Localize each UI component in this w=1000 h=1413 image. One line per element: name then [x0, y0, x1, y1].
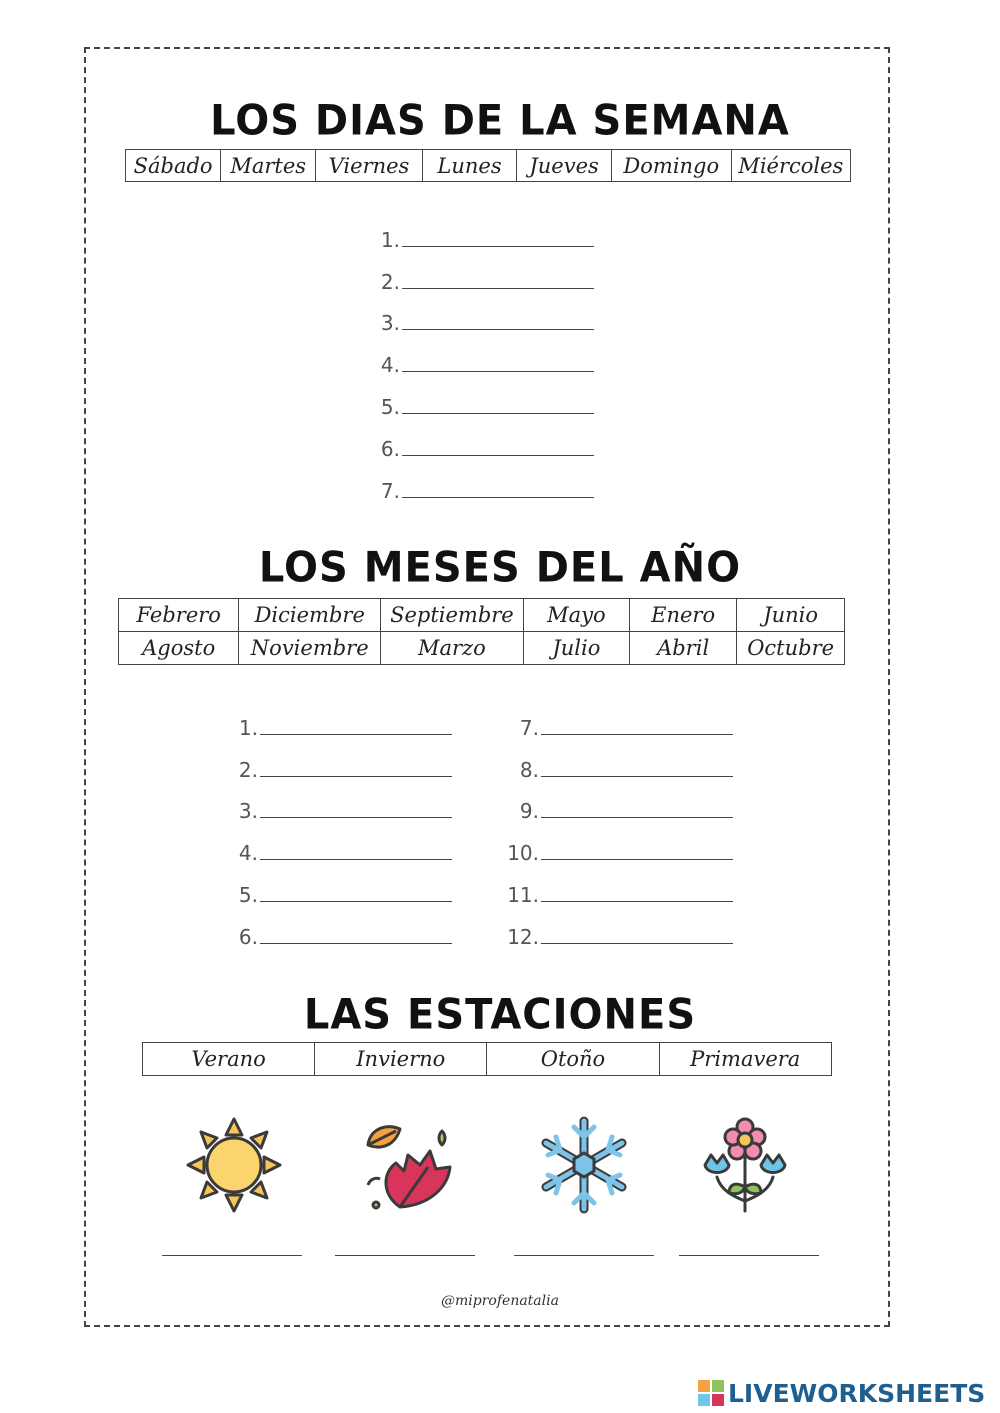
- answer-blank[interactable]: [402, 455, 594, 456]
- answer-blank[interactable]: [402, 371, 594, 372]
- answer-number: 8.: [519, 757, 539, 782]
- answer-blank[interactable]: [541, 859, 733, 860]
- word-bank-cell: Octubre: [737, 632, 845, 665]
- months-title: LOS MESES DEL AÑO: [258, 543, 742, 593]
- word-bank-cell: Primavera: [659, 1043, 832, 1076]
- word-bank-cell: Otoño: [487, 1043, 659, 1076]
- answer-row: [228, 738, 452, 780]
- answer-row: [505, 696, 733, 738]
- word-bank-cell: Miércoles: [731, 150, 850, 182]
- word-bank-cell: Diciembre: [239, 599, 381, 632]
- season-answer-blank[interactable]: [514, 1255, 654, 1256]
- answer-row: [370, 333, 594, 378]
- answer-blank[interactable]: [260, 734, 452, 735]
- season-icons: [0, 1115, 1000, 1225]
- liveworksheets-brand[interactable]: [698, 1378, 985, 1408]
- answer-number: 2.: [238, 757, 258, 782]
- answer-number: 5.: [380, 394, 400, 419]
- answer-row: [370, 250, 594, 292]
- answer-number: 1.: [238, 715, 258, 740]
- sun-icon: [184, 1115, 284, 1215]
- word-bank-cell: Agosto: [119, 632, 239, 665]
- word-bank-cell: Mayo: [523, 599, 629, 632]
- word-bank-cell: Domingo: [611, 150, 731, 182]
- word-bank-cell: Verano: [143, 1043, 315, 1076]
- answer-number: 7.: [519, 715, 539, 740]
- answer-blank[interactable]: [541, 943, 733, 944]
- word-bank-cell: Jueves: [517, 150, 612, 182]
- season-answer-blank[interactable]: [679, 1255, 819, 1256]
- word-bank-cell: Enero: [629, 599, 736, 632]
- answer-blank[interactable]: [260, 859, 452, 860]
- word-bank-cell: Marzo: [381, 632, 524, 665]
- word-bank-cell: Abril: [629, 632, 736, 665]
- answer-blank[interactable]: [260, 901, 452, 902]
- answer-number: 4.: [380, 353, 400, 378]
- answer-blank[interactable]: [402, 246, 594, 247]
- answer-number: 3.: [380, 311, 400, 336]
- answer-number: 3.: [238, 799, 258, 824]
- answer-row: [370, 375, 594, 417]
- answer-number: 6.: [238, 924, 258, 949]
- season-answer-blank[interactable]: [162, 1255, 302, 1256]
- flowers-icon: [695, 1115, 795, 1215]
- months-answer-list-right: [505, 696, 733, 947]
- months-word-bank: [118, 598, 845, 665]
- answer-row: [228, 863, 452, 905]
- word-bank-cell: Julio: [523, 632, 629, 665]
- brand-name: LIVEWORKSHEETS: [728, 1378, 986, 1408]
- answer-number: 6.: [380, 436, 400, 461]
- answer-row: [505, 905, 733, 947]
- answer-number: 10.: [507, 841, 539, 866]
- weekdays-answer-list: [370, 208, 594, 501]
- answer-number: 2.: [380, 269, 400, 294]
- answer-blank[interactable]: [260, 776, 452, 777]
- answer-number: 12.: [507, 924, 539, 949]
- answer-row: [370, 459, 594, 501]
- word-bank-cell: Sábado: [126, 150, 221, 182]
- answer-number: 11.: [507, 882, 539, 907]
- answer-row: [370, 417, 594, 459]
- word-bank-cell: Noviembre: [239, 632, 381, 665]
- answer-blank[interactable]: [260, 943, 452, 944]
- answer-row: [505, 738, 733, 780]
- word-bank-cell: Martes: [221, 150, 316, 182]
- answer-blank[interactable]: [541, 776, 733, 777]
- seasons-word-bank: [142, 1042, 832, 1076]
- answer-row: [505, 780, 733, 822]
- word-bank-cell: Invierno: [315, 1043, 487, 1076]
- season-answer-blank[interactable]: [335, 1255, 475, 1256]
- word-bank-cell: Lunes: [422, 150, 516, 182]
- weekdays-title: LOS DIAS DE LA SEMANA: [210, 96, 790, 146]
- months-answer-list-left: [228, 696, 452, 947]
- answer-blank[interactable]: [402, 329, 594, 330]
- answer-blank[interactable]: [402, 288, 594, 289]
- seasons-title: LAS ESTACIONES: [303, 990, 697, 1040]
- author-credit: @miprofenatalia: [441, 1293, 559, 1309]
- autumn-leaves-icon: [360, 1115, 460, 1215]
- word-bank-cell: Febrero: [119, 599, 239, 632]
- snowflake-icon: [534, 1115, 634, 1215]
- answer-number: 5.: [238, 882, 258, 907]
- answer-blank[interactable]: [541, 817, 733, 818]
- answer-blank[interactable]: [402, 413, 594, 414]
- answer-number: 9.: [519, 799, 539, 824]
- answer-number: 1.: [380, 227, 400, 252]
- word-bank-cell: Septiembre: [381, 599, 524, 632]
- answer-blank[interactable]: [541, 734, 733, 735]
- answer-blank[interactable]: [541, 901, 733, 902]
- word-bank-cell: Junio: [737, 599, 845, 632]
- answer-row: [370, 292, 594, 334]
- answer-blank[interactable]: [402, 497, 594, 498]
- answer-blank[interactable]: [260, 817, 452, 818]
- weekdays-word-bank: [125, 149, 851, 182]
- answer-row: [228, 905, 452, 947]
- answer-number: 4.: [238, 841, 258, 866]
- answer-row: [228, 696, 452, 738]
- liveworksheets-logo-icon: [698, 1380, 724, 1406]
- answer-row: [228, 821, 452, 866]
- answer-row: [505, 821, 733, 866]
- answer-row: [505, 863, 733, 905]
- answer-row: [370, 208, 594, 250]
- answer-row: [228, 780, 452, 822]
- answer-number: 7.: [380, 478, 400, 503]
- word-bank-cell: Viernes: [316, 150, 423, 182]
